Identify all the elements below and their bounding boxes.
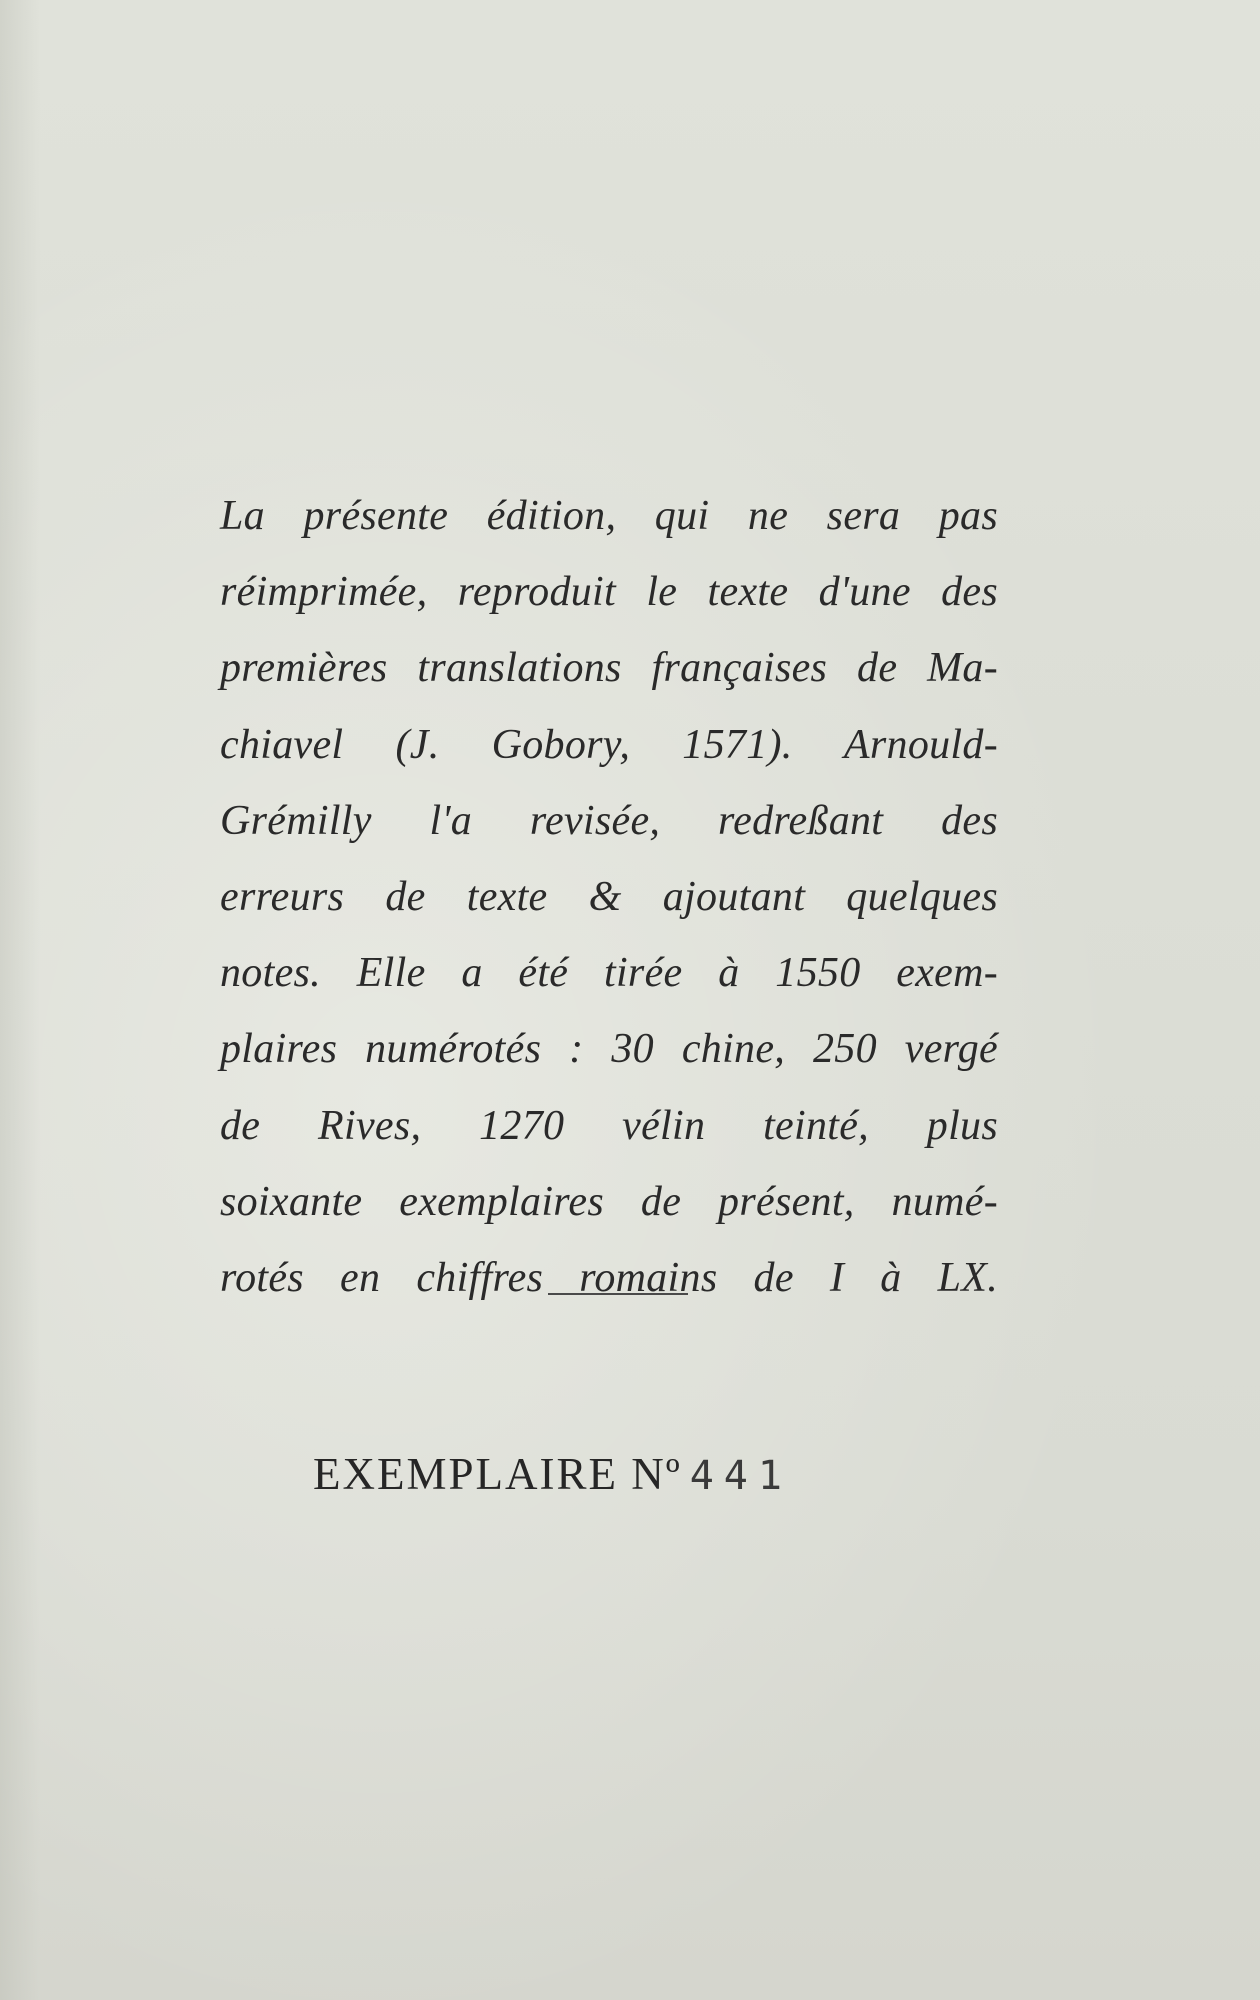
colophon-line: chiavel (J. Gobory, 1571). Arnould-: [220, 721, 998, 768]
page-edge-shadow: [0, 0, 40, 2000]
colophon-line: de Rives, 1270 vélin teinté, plus: [220, 1102, 998, 1149]
colophon-line: plaires numérotés : 30 chine, 250 vergé: [220, 1026, 998, 1073]
copy-number-line: [313, 1448, 792, 1500]
colophon-line: premières translations françaises de Ma-: [220, 645, 998, 692]
colophon-line: Grémilly l'a revisée, redreßant des: [220, 797, 998, 844]
colophon-text: [220, 478, 998, 1316]
colophon-line: erreurs de texte & ajoutant quelques: [220, 874, 998, 921]
colophon-line: notes. Elle a été tirée à 1550 exem-: [220, 950, 998, 997]
colophon-line: réimprimée, reproduit le texte d'une des: [220, 569, 998, 616]
colophon-line: rotés en chiffres romains de I à LX.: [220, 1255, 998, 1302]
colophon-line: soixante exemplaires de présent, numé-: [220, 1178, 998, 1225]
divider-rule: [548, 1293, 688, 1295]
copy-number: 441: [689, 1453, 792, 1499]
exemplaire-label: EXEMPLAIRE Nº: [313, 1449, 682, 1499]
colophon-line: La présente édition, qui ne sera pas: [220, 493, 998, 539]
